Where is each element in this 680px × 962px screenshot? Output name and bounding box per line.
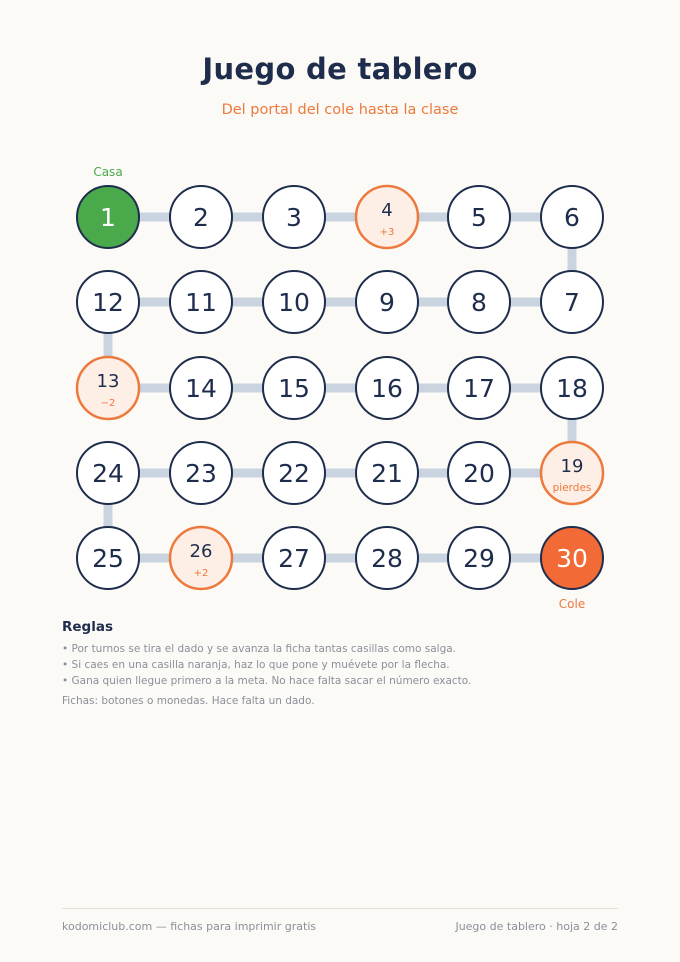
square-number: 24 xyxy=(92,459,124,488)
square-instruction: +2 xyxy=(193,568,209,579)
board-square-24 xyxy=(77,442,139,504)
rule-item: • Por turnos se tira el dado y se avanza la ficha tantas casillas como salga. xyxy=(62,641,471,657)
rules-list xyxy=(62,641,471,690)
board-square-3 xyxy=(263,186,325,248)
square-number: 11 xyxy=(185,288,217,317)
footer-divider xyxy=(62,908,618,909)
board-square-20 xyxy=(448,442,510,504)
board-square-28 xyxy=(356,527,418,589)
square-number: 16 xyxy=(371,374,403,403)
board-square-17 xyxy=(448,357,510,419)
square-number: 20 xyxy=(463,459,495,488)
materials-note: Fichas: botones o monedas. Hace falta un dado. xyxy=(62,695,315,707)
board-square-2 xyxy=(170,186,232,248)
board-square-22 xyxy=(263,442,325,504)
square-number: 25 xyxy=(92,544,124,573)
square-number: 12 xyxy=(92,288,124,317)
page-subtitle: Del portal del cole hasta la clase xyxy=(221,102,459,118)
square-number: 21 xyxy=(371,459,403,488)
square-number: 22 xyxy=(278,459,310,488)
board-square-25 xyxy=(77,527,139,589)
square-number: 13 xyxy=(96,371,120,392)
square-instruction: +3 xyxy=(379,227,395,238)
board-square-18 xyxy=(541,357,603,419)
square-number: 15 xyxy=(278,374,310,403)
board-square-16 xyxy=(356,357,418,419)
square-number: 29 xyxy=(463,544,495,573)
square-number: 3 xyxy=(286,203,302,232)
square-number: 1 xyxy=(100,203,116,232)
square-number: 17 xyxy=(463,374,495,403)
board-square-21 xyxy=(356,442,418,504)
rule-item: • Gana quien llegue primero a la meta. No hace falta sacar el número exacto. xyxy=(62,673,471,689)
square-number: 23 xyxy=(185,459,217,488)
square-number: 7 xyxy=(564,288,580,317)
square-number: 10 xyxy=(278,288,310,317)
board-square-7 xyxy=(541,271,603,333)
board-square-9 xyxy=(356,271,418,333)
square-number: 28 xyxy=(371,544,403,573)
board-square-8 xyxy=(448,271,510,333)
board-square-26 xyxy=(170,527,232,589)
square-number: 9 xyxy=(379,288,395,317)
board-square-4 xyxy=(356,186,418,248)
footer-site: kodomiclub.com — fichas para imprimir gratis xyxy=(62,920,317,933)
square-number: 30 xyxy=(556,544,588,573)
board-square-19 xyxy=(541,442,603,504)
square-number: 8 xyxy=(471,288,487,317)
rules-title: Reglas xyxy=(62,619,113,635)
square-instruction: −2 xyxy=(100,398,116,409)
board-square-23 xyxy=(170,442,232,504)
square-number: 19 xyxy=(560,456,584,477)
board-square-14 xyxy=(170,357,232,419)
board-square-6 xyxy=(541,186,603,248)
board-square-10 xyxy=(263,271,325,333)
square-number: 18 xyxy=(556,374,588,403)
footer-page-info: Juego de tablero · hoja 2 de 2 xyxy=(455,920,618,933)
square-instruction: pierdes xyxy=(552,482,592,494)
goal-label: Cole xyxy=(558,597,586,611)
board-square-29 xyxy=(448,527,510,589)
board-square-11 xyxy=(170,271,232,333)
square-number: 26 xyxy=(189,541,213,562)
board-square-27 xyxy=(263,527,325,589)
square-number: 2 xyxy=(193,203,209,232)
square-number: 14 xyxy=(185,374,217,403)
page-title: Juego de tablero xyxy=(202,52,478,86)
board-square-15 xyxy=(263,357,325,419)
board-square-13 xyxy=(77,357,139,419)
square-number: 4 xyxy=(381,200,393,221)
square-number: 27 xyxy=(278,544,310,573)
square-number: 6 xyxy=(564,203,580,232)
square-number: 5 xyxy=(471,203,487,232)
board-square-12 xyxy=(77,271,139,333)
board-square-5 xyxy=(448,186,510,248)
board-square-30 xyxy=(541,527,603,589)
start-label: Casa xyxy=(93,165,123,179)
board-square-1 xyxy=(77,186,139,248)
rule-item: • Si caes en una casilla naranja, haz lo que pone y muévete por la flecha. xyxy=(62,657,471,673)
